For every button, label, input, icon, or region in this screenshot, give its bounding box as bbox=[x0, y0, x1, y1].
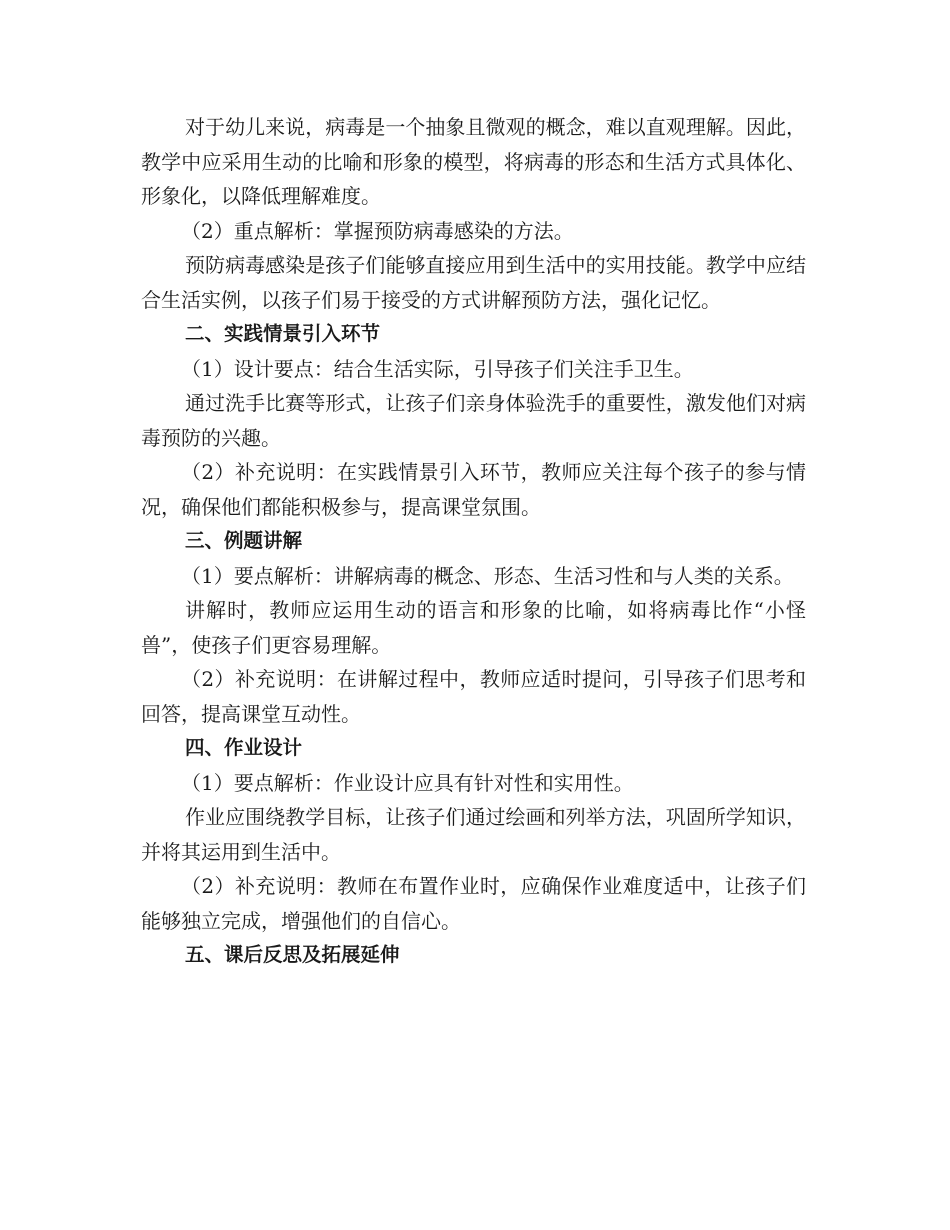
document-body bbox=[141, 110, 806, 973]
section-heading-examples: 三、例题讲解 bbox=[185, 529, 303, 552]
section-heading-reflection: 五、课后反思及拓展延伸 bbox=[185, 943, 400, 966]
paragraph-examples-explain: 讲解时，教师应运用生动的语言和形象的比喻，如将病毒比作“小怪兽”，使孩子们更容易理解。 bbox=[141, 598, 806, 657]
paragraph-prevention: 预防病毒感染是孩子们能够直接应用到生活中的实用技能。教学中应结合生活实例，以孩子们易于接受的方式讲解预防方法，强化记忆。 bbox=[141, 253, 806, 312]
paragraph-handwash: 通过洗手比赛等形式，让孩子们亲身体验洗手的重要性，激发他们对病毒预防的兴趣。 bbox=[141, 391, 806, 450]
point-examples-analysis: （1）要点解析：讲解病毒的概念、形态、生活习性和与人类的关系。 bbox=[181, 563, 794, 588]
point-homework-analysis: （1）要点解析：作业设计应具有针对性和实用性。 bbox=[181, 770, 634, 795]
point-key-analysis: （2）重点解析：掌握预防病毒感染的方法。 bbox=[181, 218, 574, 243]
point-supplement-homework: （2）补充说明：教师在布置作业时，应确保作业难度适中，让孩子们能够独立完成，增强他们的自信心。 bbox=[141, 874, 806, 933]
section-heading-homework: 四、作业设计 bbox=[185, 736, 303, 759]
point-supplement-practice: （2）补充说明：在实践情景引入环节，教师应关注每个孩子的参与情况，确保他们都能积极参与，提高课堂氛围。 bbox=[141, 460, 806, 519]
paragraph-homework: 作业应围绕教学目标，让孩子们通过绘画和列举方法，巩固所学知识，并将其运用到生活中。 bbox=[141, 805, 806, 864]
section-heading-practice: 二、实践情景引入环节 bbox=[185, 322, 381, 345]
point-design: （1）设计要点：结合生活实际，引导孩子们关注手卫生。 bbox=[181, 356, 694, 381]
point-supplement-examples: （2）补充说明：在讲解过程中，教师应适时提问，引导孩子们思考和回答，提高课堂互动性。 bbox=[141, 667, 806, 726]
paragraph-virus-concept: 对于幼儿来说，病毒是一个抽象且微观的概念，难以直观理解。因此，教学中应采用生动的比喻和形象的模型，将病毒的形态和生活方式具体化、形象化，以降低理解难度。 bbox=[141, 115, 806, 208]
